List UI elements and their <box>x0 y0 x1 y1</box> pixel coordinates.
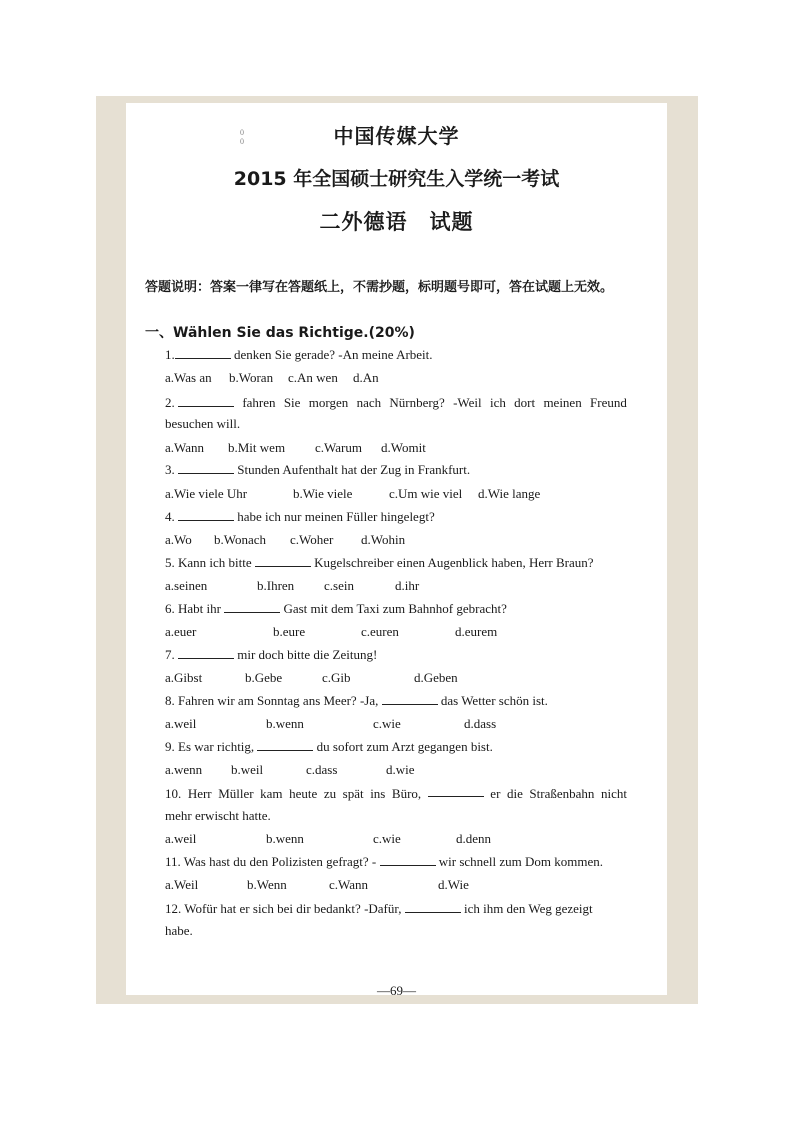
option: a.Gibst <box>165 670 203 685</box>
option: a.Weil <box>165 877 199 892</box>
option: a.wenn <box>165 762 203 777</box>
option: b.Wonach <box>214 532 267 547</box>
option: c.Woher <box>290 532 334 547</box>
option: b.wenn <box>266 716 304 731</box>
question-8: 8. Fahren wir am Sonntag ans Meer? -Ja, das Wetter schön ist. <box>165 693 548 708</box>
answer-blank <box>428 786 484 797</box>
option: c.euren <box>361 624 399 639</box>
margin-marks: 0 0 <box>240 128 244 146</box>
question-5: 5. Kann ich bitte Kugelschreiber einen Augenblick haben, Herr Braun? <box>165 555 594 570</box>
question-12-continuation: habe. <box>165 923 193 938</box>
answer-blank <box>382 694 438 705</box>
option: a.weil <box>165 831 197 846</box>
option: d.denn <box>456 831 492 846</box>
option: c.Gib <box>322 670 351 685</box>
question-2-continuation: besuchen will. <box>165 416 241 431</box>
option: c.Warum <box>315 440 362 455</box>
option: d.ihr <box>395 578 420 593</box>
option: d.eurem <box>455 624 498 639</box>
option: c.sein <box>324 578 354 593</box>
option: b.wenn <box>266 831 304 846</box>
option: b.Mit wem <box>228 440 286 455</box>
option: c.Wann <box>329 877 369 892</box>
question-6: 6. Habt ihr Gast mit dem Taxi zum Bahnhof gebracht? <box>165 601 507 616</box>
answer-blank <box>175 348 231 359</box>
option: c.wie <box>373 716 401 731</box>
option: b.Gebe <box>245 670 283 685</box>
answer-blank <box>178 510 234 521</box>
option: d.An <box>353 370 379 385</box>
option: d.Wie <box>438 877 469 892</box>
option: d.Wie lange <box>478 486 541 501</box>
question-1: 1. denken Sie gerade? -An meine Arbeit. <box>165 347 433 362</box>
question-9: 9. Es war richtig, du sofort zum Arzt gegangen bist. <box>165 739 493 754</box>
option: b.Wenn <box>247 877 287 892</box>
section-title: 一、Wählen Sie das Richtige.(20%) <box>145 325 415 341</box>
answer-blank <box>257 740 313 751</box>
question-10: 10. Herr Müller kam heute zu spät ins Büro, er die Straßenbahn nicht <box>165 786 627 801</box>
option: a.Wo <box>165 532 192 547</box>
option: a.Wie viele Uhr <box>165 486 248 501</box>
option: c.wie <box>373 831 401 846</box>
option: d.Wohin <box>361 532 406 547</box>
answer-blank <box>405 902 461 913</box>
option: b.Woran <box>229 370 274 385</box>
subject-title <box>0 206 793 236</box>
option: d.Geben <box>414 670 458 685</box>
option: a.weil <box>165 716 197 731</box>
option: d.Womit <box>381 440 426 455</box>
option: c.An wen <box>288 370 338 385</box>
exam-title: 2015 年全国硕士研究生入学统一考试 <box>233 168 560 190</box>
option: a.Wann <box>165 440 205 455</box>
answer-blank <box>178 396 234 407</box>
option: b.Wie viele <box>293 486 353 501</box>
question-4: 4. habe ich nur meinen Füller hingelegt? <box>165 509 435 524</box>
question-3: 3. Stunden Aufenthalt hat der Zug in Frankfurt. <box>165 462 471 477</box>
option: c.dass <box>306 762 338 777</box>
option: a.euer <box>165 624 197 639</box>
question-10-continuation: mehr erwischt hatte. <box>165 808 271 823</box>
question-2: 2. fahren Sie morgen nach Nürnberg? -Weil ich dort meinen Freund <box>165 395 627 410</box>
answer-blank <box>178 648 234 659</box>
answer-blank <box>224 602 280 613</box>
answer-blank <box>380 855 436 866</box>
university-title: 中国传媒大学 <box>333 124 460 148</box>
paper-label: 试题 <box>429 210 474 234</box>
option: a.seinen <box>165 578 208 593</box>
option: a.Was an <box>165 370 212 385</box>
option: d.wie <box>386 762 415 777</box>
subject-name: 二外德语 <box>319 210 408 234</box>
option: c.Um wie viel <box>389 486 463 501</box>
question-7: 7. mir doch bitte die Zeitung! <box>165 647 378 662</box>
answer-blank <box>255 556 311 567</box>
option: b.eure <box>273 624 306 639</box>
answer-instructions: 答题说明：答案一律写在答题纸上，不需抄题，标明题号即可，答在试题上无效。 <box>145 280 614 295</box>
page-number: —69— <box>377 983 416 998</box>
question-11: 11. Was hast du den Polizisten gefragt? - wir schnell zum Dom kommen. <box>165 854 604 869</box>
option: d.dass <box>464 716 497 731</box>
answer-blank <box>178 463 234 474</box>
question-12: 12. Wofür hat er sich bei dir bedankt? -Dafür, ich ihm den Weg gezeigt <box>165 901 593 916</box>
option: b.Ihren <box>257 578 295 593</box>
option: b.weil <box>231 762 264 777</box>
